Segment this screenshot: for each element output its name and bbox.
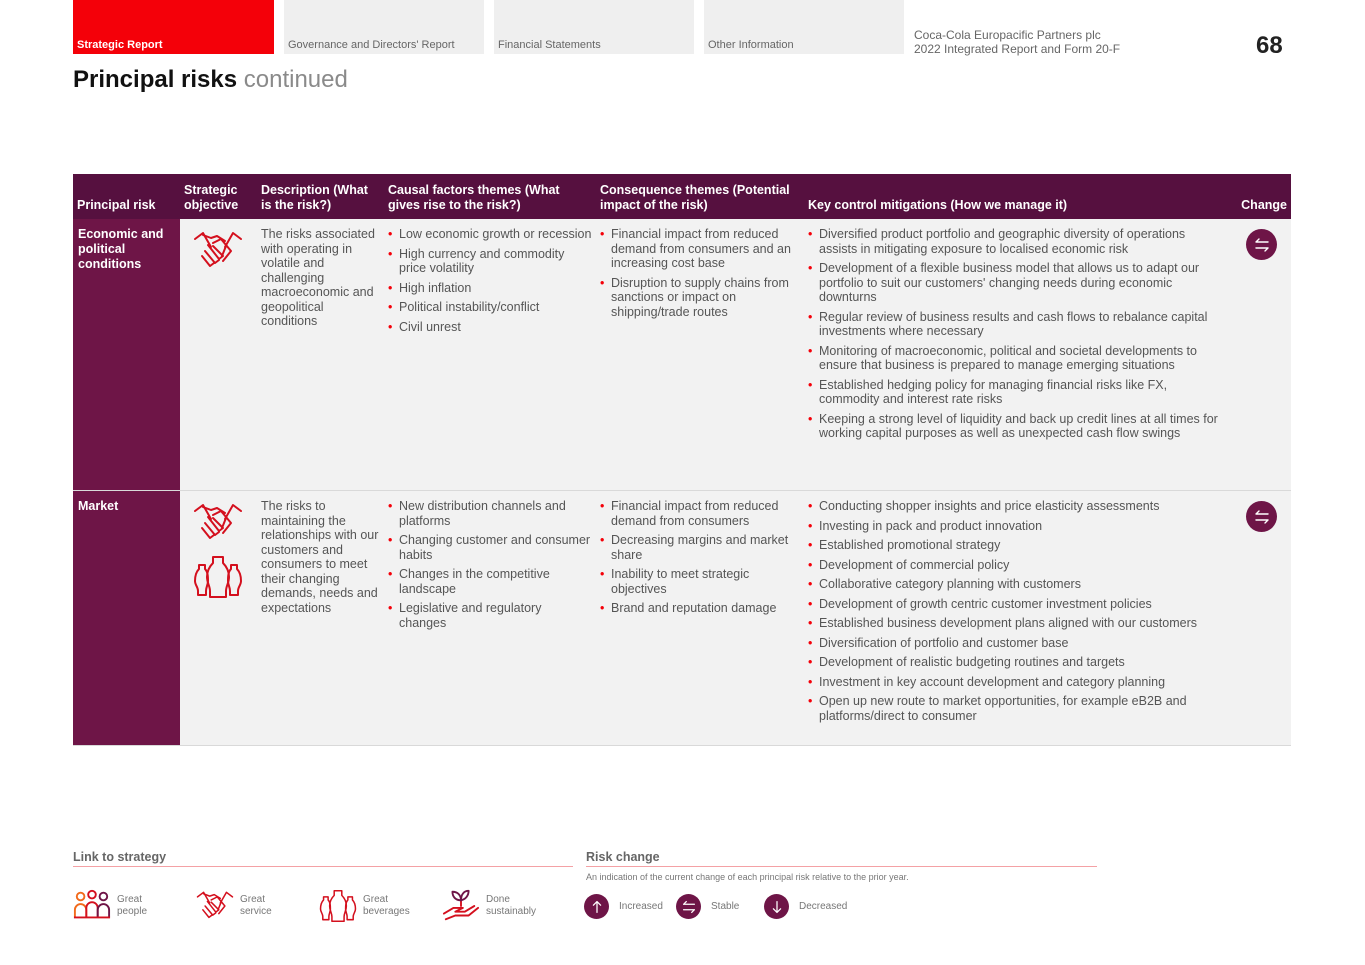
header-consequence: Consequence themes (Potential impact of the risk) [600, 183, 790, 212]
list-item: • Investing in pack and product innovation [808, 519, 1222, 534]
stable-arrows-icon [1246, 501, 1277, 532]
list-item: • Development of a flexible business model that allows us to adapt our portfolio to suit our customers' changing needs during economic downturns [808, 261, 1222, 305]
arrow-up-icon [584, 894, 609, 919]
divider [73, 866, 573, 867]
link-to-strategy-title: Link to strategy [73, 850, 167, 864]
strategic-objective-cell [180, 491, 257, 745]
header-principal-risk: Principal risk [77, 198, 156, 212]
principal-risks-table [73, 174, 1291, 746]
table-row [73, 219, 1291, 491]
causal-factors-cell [384, 491, 596, 745]
legend-label: Decreased [799, 901, 848, 912]
list-item: • Keeping a strong level of liquidity and back up credit lines at all times for working capital purposes as well as unexpected cash flow swings [808, 412, 1222, 441]
consequence-cell [596, 219, 804, 490]
mitigations-cell [804, 491, 1226, 745]
change-cell [1226, 219, 1291, 490]
list-item: • Diversification of portfolio and customer base [808, 636, 1222, 651]
page-title-suffix: continued [243, 66, 348, 93]
list-item: • Established promotional strategy [808, 538, 1222, 553]
list-item: • Changing customer and consumer habits [388, 533, 592, 562]
list-item: • High inflation [388, 281, 592, 296]
list-item: • Legislative and regulatory changes [388, 601, 592, 630]
list-item: • Conducting shopper insights and price elasticity assessments [808, 499, 1222, 514]
header-change: Change [1241, 198, 1287, 212]
list-item: • Political instability/conflict [388, 300, 592, 315]
legend-label: Great service [240, 894, 272, 917]
list-item: • Monitoring of macroeconomic, political and societal developments to ensure that business is prepared to manage emerging situations [808, 344, 1222, 373]
list-item: • Development of growth centric customer investment policies [808, 597, 1222, 612]
table-header [73, 174, 1291, 219]
list-item: • Financial impact from reduced demand from consumers [600, 499, 800, 528]
header-strategic-objective: Strategic objective [184, 183, 239, 212]
list-item: • Investment in key account development and category planning [808, 675, 1222, 690]
page-title-main: Principal risks [73, 66, 238, 93]
list-item: • Development of realistic budgeting routines and targets [808, 655, 1222, 670]
legend-great-beverages [319, 888, 423, 924]
risk-change-note: An indication of the current change of each principal risk relative to the prior year. [586, 872, 909, 882]
legend-great-people [73, 888, 167, 924]
company-name: Coca-Cola Europacific Partners plc [914, 28, 1101, 42]
consequence-cell [596, 491, 804, 745]
mitigations-cell [804, 219, 1226, 490]
great-service-icon [193, 501, 243, 545]
legend-label: Great beverages [363, 894, 410, 917]
causal-factors-cell [384, 219, 596, 490]
tab-label: Governance and Directors' Report [288, 39, 455, 51]
page-title [73, 66, 348, 94]
great-beverages-icon [193, 555, 243, 599]
list-item: • New distribution channels and platforms [388, 499, 592, 528]
risk-description: The risks associated with operating in volatile and challenging macroeconomic and geopolitical conditions [261, 227, 375, 328]
legend-label: Great people [117, 894, 148, 917]
tab-financial-statements[interactable] [494, 0, 694, 54]
list-item: • Regular review of business results and cash flows to rebalance capital investments where necessary [808, 310, 1222, 339]
great-service-icon [196, 888, 234, 924]
list-item: • Inability to meet strategic objectives [600, 567, 800, 596]
list-item: • Established hedging policy for managing financial risks like FX, commodity and interest rate risks [808, 378, 1222, 407]
page-number: 68 [1256, 32, 1283, 59]
list-item: • Financial impact from reduced demand from consumers and an increasing cost base [600, 227, 800, 271]
tab-label: Financial Statements [498, 39, 601, 51]
table-row [73, 491, 1291, 746]
legend-label: Stable [711, 901, 740, 912]
list-item: • Disruption to supply chains from sanctions or impact on shipping/trade routes [600, 276, 800, 320]
list-item: • Established business development plans aligned with our customers [808, 616, 1222, 631]
strategic-objective-cell [180, 219, 257, 490]
done-sustainably-icon [442, 888, 480, 924]
legend-label: Done sustainably [486, 894, 537, 917]
list-item: • Civil unrest [388, 320, 592, 335]
list-item: • Changes in the competitive landscape [388, 567, 592, 596]
legend-decreased [764, 894, 847, 919]
tab-strategic-report[interactable] [73, 0, 274, 54]
list-item: • High currency and commodity price volatility [388, 247, 592, 276]
tab-label: Other Information [708, 39, 794, 51]
legend-label: Increased [619, 901, 663, 912]
risk-change-title: Risk change [586, 850, 660, 864]
legend-done-sustainably [442, 888, 546, 924]
tab-other-information[interactable] [704, 0, 904, 54]
header-mitigations: Key control mitigations (How we manage it) [808, 198, 1068, 212]
stable-arrows-icon [676, 894, 701, 919]
report-name: 2022 Integrated Report and Form 20-F [914, 42, 1121, 56]
header-description: Description (What is the risk?) [261, 183, 368, 212]
principal-risk-name: Market [73, 491, 180, 745]
risk-description: The risks to maintaining the relationships with our customers and consumers to meet their changing demands, needs and expectations [261, 499, 379, 615]
tab-label: Strategic Report [77, 39, 163, 51]
divider [586, 866, 1097, 867]
legend-stable [676, 894, 739, 919]
list-item: • Development of commercial policy [808, 558, 1222, 573]
legend-increased [584, 894, 663, 919]
legend-great-service [196, 888, 290, 924]
change-cell [1226, 491, 1291, 745]
great-people-icon [73, 888, 111, 924]
great-service-icon [193, 229, 243, 273]
list-item: • Decreasing margins and market share [600, 533, 800, 562]
header-causal-factors: Causal factors themes (What gives rise to the risk?) [388, 183, 560, 212]
arrow-down-icon [764, 894, 789, 919]
list-item: • Collaborative category planning with customers [808, 577, 1222, 592]
principal-risk-name: Economic and political conditions [73, 219, 180, 490]
tab-governance[interactable] [284, 0, 484, 54]
stable-arrows-icon [1246, 229, 1277, 260]
list-item: • Brand and reputation damage [600, 601, 800, 616]
list-item: • Diversified product portfolio and geographic diversity of operations assists in mitigating exposure to localised economic risk [808, 227, 1222, 256]
great-beverages-icon [319, 888, 357, 924]
list-item: • Open up new route to market opportunities, for example eB2B and platforms/direct to consumer [808, 694, 1222, 723]
document-meta [914, 28, 1120, 56]
list-item: • Low economic growth or recession [388, 227, 592, 242]
